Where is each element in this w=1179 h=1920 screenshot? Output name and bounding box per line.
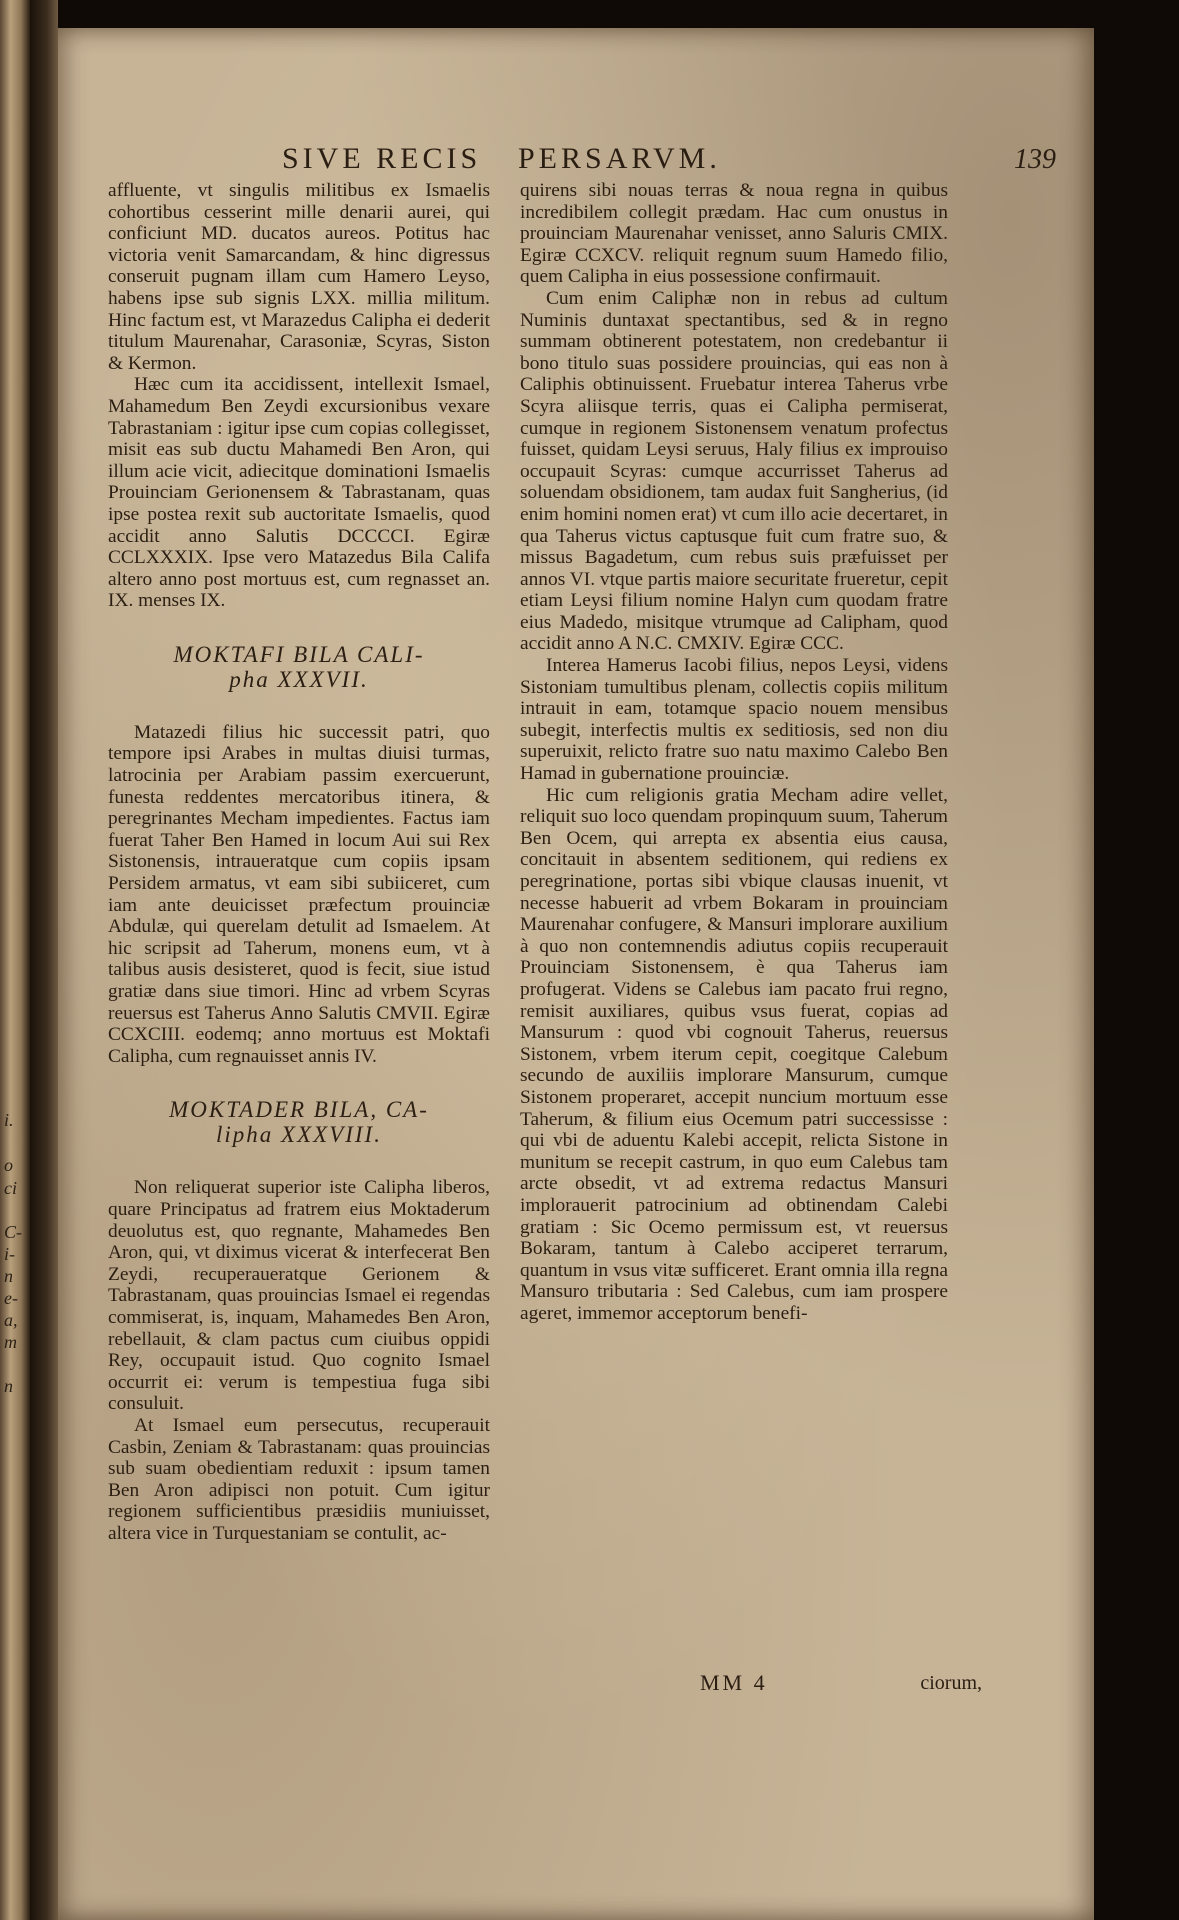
prev-page-fragment: C- [4,1222,22,1242]
book-gutter [30,0,58,1920]
paragraph: Hæc cum ita accidissent, intellexit Ismael, Mahamedum Ben Zeydi excursionibus vexare Tabrastaniam : igitur ipse cum copias collegisset, misit eas sub ductu Mahamedi Ben Aron, qui illum acie vicit, adiecitque dominationi Ismaelis Prouinciam Gerionensem & Tabrastanam, quas ipse postea rexit sub auctoritate Ismaelis, quod accidit anno Salutis DCCCCI. Egiræ CCLXXXIX. Ipse vero Matazedus Bila Califa altero anno post mortuus est, cum regnasset an. IX. menses IX. [108,374,490,612]
section-heading [108,642,490,692]
catchword: ciorum, [920,1672,982,1694]
paragraph: At Ismael eum persecutus, recuperauit Casbin, Zeniam & Tabrastanam: quas prouincias sub suam obedientiam reduxit : ipsum tamen Ben Aron adipisci non potuit. Cum igitur regionem sufficientibus præsidiis muniuisset, altera vice in Turquestaniam se contulit, ac- [108,1414,490,1544]
paragraph: Matazedi filius hic successit patri, quo tempore ipsi Arabes in multas diuisi turmas, latrocinia per Arabiam passim exercuerunt, funesta reddentes mercatoribus itinera, & peregrinantes Mecham impedientes. Factus iam fuerat Taher Ben Hamed in locum Aui sui Rex Sistonensis, intraueratque cum copiis ipsam Persidem armatus, vt eam sibi subiiceret, cum iam ante deuicisset præfectum prouinciæ Abdulæ, qui querelam detulit ad Ismaelem. At hic scripsit ad Taherum, monens eum, vt à talibus ausis desisteret, quod is fecit, siue istud gratiæ dans siue timori. Hinc ad vrbem Scyras reuersus est Taherus Anno Salutis CMVII. Egiræ CCXCIII. eodemq; anno mortuus est Moktafi Calipha, cum regnauisset annis IV. [108,721,490,1067]
prev-page-fragment: i. [4,1110,14,1130]
page-number: 139 [1014,144,1056,175]
running-head-left: SIVE RECIS [282,142,482,175]
signature-mark: MM 4 [700,1670,768,1695]
prev-page-fragment: i- [4,1244,15,1264]
paragraph: affluente, vt singulis militibus ex Ismaelis cohortibus cesserint mille denarii aurei, qui conficiunt MD. ducatos aureos. Potitus hac victoria venit Samarcandam, & hinc digressus conseruit pugnam illam cum Hamero Leyso, habens ipse sub signis LXX. millia militum. Hinc factum est, vt Marazedus Calipha ei dederit titulum Maurenahar, Carasoniæ, Scyras, Siston & Kermon. [108,180,490,374]
previous-page-edge [0,0,30,1920]
prev-page-fragment: e- [4,1288,18,1308]
paragraph: Non reliquerat superior iste Calipha liberos, quare Principatus ad fratrem eius Moktaderum deuolutus est, quo regnante, Mahamedes Ben Aron, qui, vt diximus vicerat & interfecerat Ben Zeydi, recuperaueratque Gerionem & Tabrastanam, quas prouincias Ismael ei regendas commiserat, is, inquam, Mahamedes Ben Aron, rebellauit, & clam pactus cum ciuibus oppidi Rey, occupauit istud. Quo cognito Ismael occurrit ei: verum is tempestiua fuga sibi consuluit. [108,1177,490,1415]
heading-line: MOKTADER BILA, CA- [169,1097,429,1123]
heading-line: lipha XXXVIII. [216,1122,382,1148]
prev-page-fragment: n [4,1376,13,1396]
paragraph: Interea Hamerus Iacobi filius, nepos Leysi, videns Sistoniam tumultibus plenam, collectis copiis militum intrauit in eam, totamque spacio nouem mensibus subegit, interfectis multis ex seditiosis, sed non diu superuixit, relicto fratre suo natu maximo Calebo Ben Hamad in gubernatione prouinciæ. [520,655,948,785]
paragraph: quirens sibi nouas terras & noua regna in quibus incredibilem collegit prædam. Hac cum onustus in prouinciam Maurenahar venisset, anno Saluris CMIX. Egiræ CCXCV. reliquit regnum suum Hamedo filio, quem Calipha in eius possessione confirmauit. [520,180,948,288]
paragraph: Hic cum religionis gratia Mecham adire vellet, reliquit suo loco quendam propinquum suum, Taherum Ben Ocem, qui arrepta ex absentia eius causa, concitauit in absentem seditionem, qui rediens ex peregrinatione, portas sibi vbique clausas inuenit, vt necesse habuerit ad vrbem Bokaram in prouinciam Maurenahar confugere, & Mansuri implorare auxilium à quo non contemnendis adiutus copiis recuperauit Prouinciam Sistonensem, è qua Taherus iam profugerat. Videns se Calebus iam pacato frui regno, remisit auxiliares, quibus vsus fuerat, copias ad Mansurum : quod vbi cognouit Taherus, reuersus Sistonem, vrbem iterum cepit, coegitque Calebum secundo de auxiliis implorare Mansurum, cumque Sistonem properaret, accepit nuncium mortuum esse Taherum, & filium eius Ocemum patri successisse : qui vbi de aduentu Kalebi accepit, relicta Sistone in munitum se recepit castrum, in quo eum Calebus tam arcte obsedit, vt ad extrema redactus Mansuri implorauerit patrocinium ad obtinendam Calebi gratiam : Sic Ocemo permissum est, vt reuersus Bokaram, tantum à Calebo acciperet terrarum, quantum in vsus vitæ sufficeret. Erant omnia illa regna Mansuro tributaria : Sed Calebus, cum iam prospere ageret, immemor acceptorum benefi- [520,784,948,1324]
running-head-right: PERSARVM. [518,142,721,175]
prev-page-fragment: m [4,1332,17,1352]
prev-page-fragment: n [4,1266,13,1286]
heading-line: MOKTAFI BILA CALI- [173,641,425,667]
prev-page-fragment: o [4,1155,13,1175]
right-column [520,180,948,1324]
left-column [108,180,490,1544]
heading-line: pha XXXVII. [229,666,369,692]
prev-page-fragment: a, [4,1310,18,1330]
prev-page-fragment: ci [4,1178,17,1198]
paragraph: Cum enim Caliphæ non in rebus ad cultum Numinis duntaxat spectantibus, sed & in regno summam obtinerent potestatem, non credebantur ii bono titulo suas possidere prouincias, qui eas non à Caliphis obtinuissent. Fruebatur interea Taherus vrbe Scyra aliisque terris, quas ei Calipha permiserat, cumque in regionem Sistonensem venatum profectus fuisset, quidam Leysi seruus, Haly filius ex improuiso occupauit Scyras: cumque accurrisset Taherus ad soluendam obsidionem, tam audax fuit Sangherius, (id enim homini nomen erat) vt cum illo acie decertaret, in qua Taherus victus captusque fuit cum fratre suo, & missus Bagadetum, cum rebus suis præfuisset per annos VI. vtque partis maiore securitate frueretur, cepit etiam Leysi filium nomine Halyn cum quodam fratre eius Madedo, misitque vtrumque ad Calipham, quod accidit anno A N.C. CMXIV. Egiræ CCC. [520,287,948,655]
section-heading [108,1097,490,1147]
page-footer [700,1670,990,1696]
